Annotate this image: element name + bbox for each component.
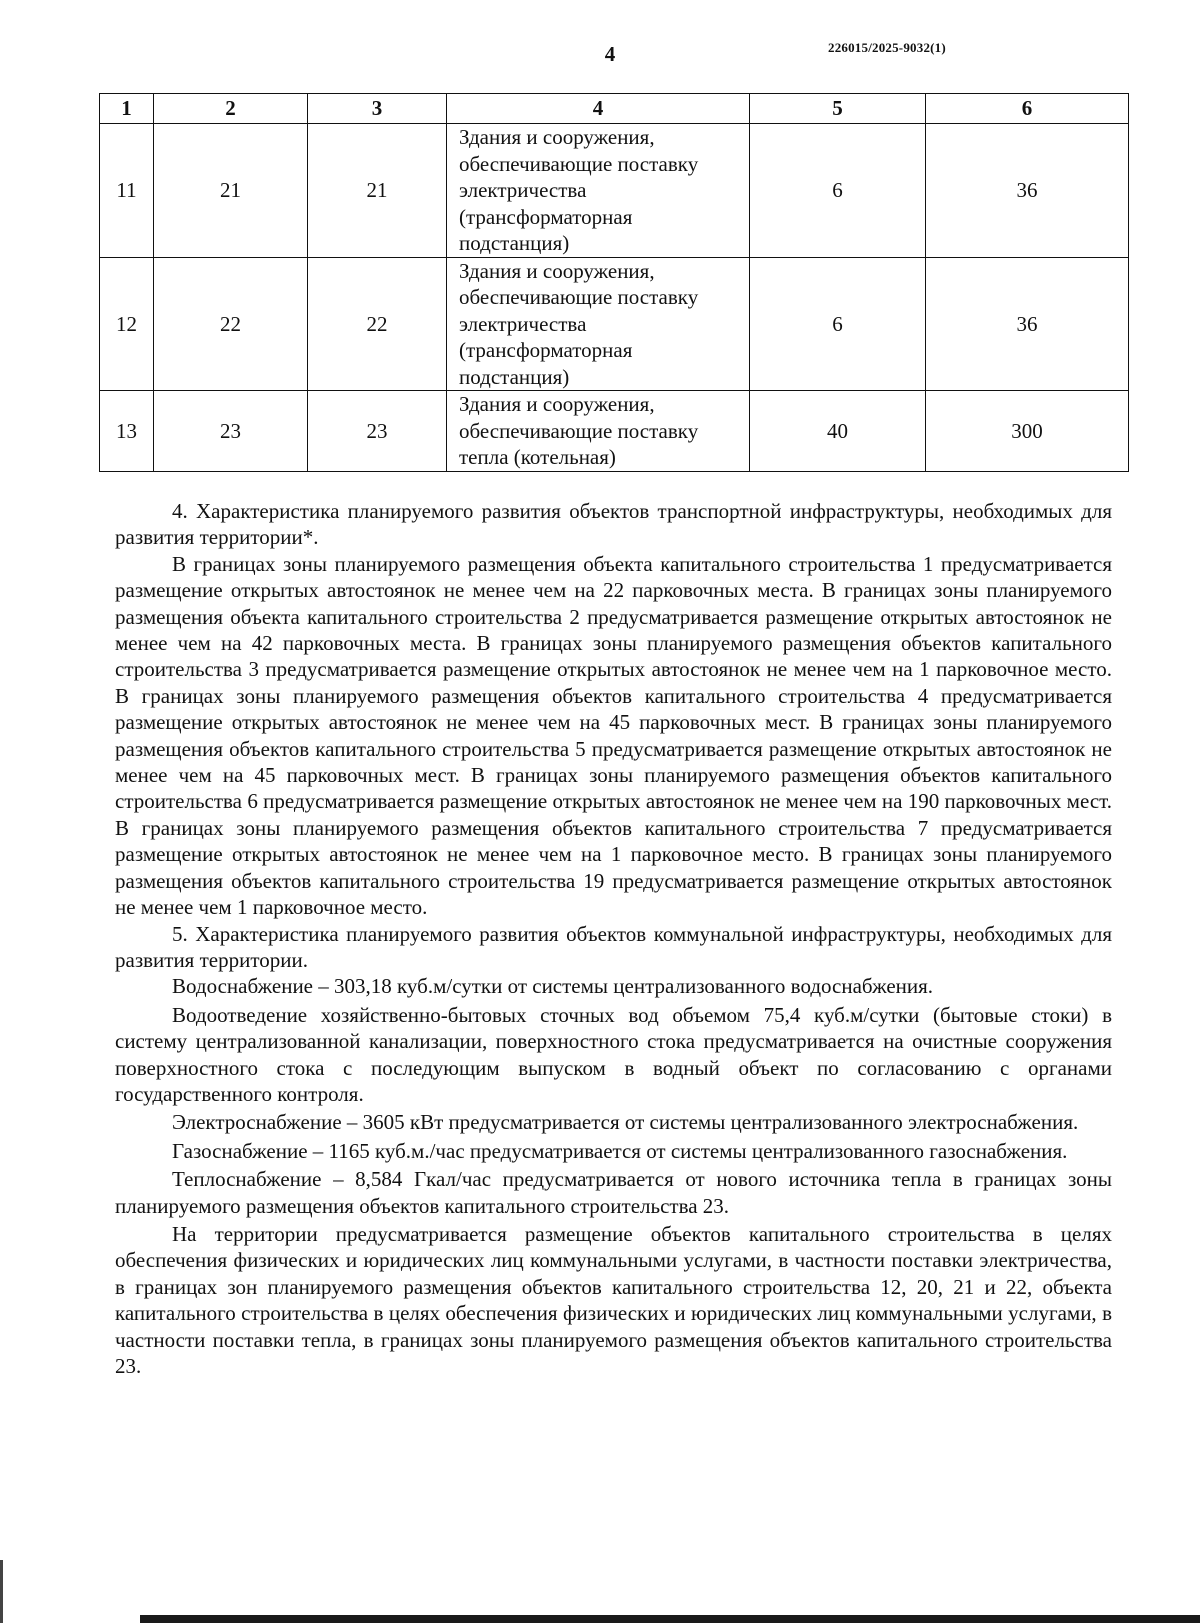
- table-cell: 12: [100, 257, 154, 391]
- table-row: [100, 124, 1129, 258]
- column-header: 3: [308, 94, 447, 124]
- document-code: 226015/2025-9032(1): [828, 40, 946, 55]
- scan-bottom-edge: [140, 1615, 1200, 1623]
- table-cell: 23: [154, 391, 308, 472]
- table-cell: 36: [926, 257, 1129, 391]
- table-row: [100, 391, 1129, 472]
- table-cell: 23: [308, 391, 447, 472]
- page-number: 4: [604, 42, 616, 66]
- section-4-parking-paragraph: В границах зоны планируемого размещения объекта капитального строительства 1 предусматривается размещение открытых автостоянок не менее чем на 22 парковочных места. В границах зоны планируемого размещения объекта капитального строительства 2 предусматривается размещение открытых автостоянок не менее чем на 42 парковочных места. В границах зоны планируемого размещения объектов капитального строительства 3 предусматривается размещение открытых автостоянок не менее чем на 1 парковочное место. В границах зоны планируемого размещения объектов капитального строительства 4 предусматривается размещение открытых автостоянок не менее чем на 45 парковочных мест. В границах зоны планируемого размещения объектов капитального строительства 5 предусматривается размещение открытых автостоянок не менее чем на 45 парковочных мест. В границах зоны планируемого размещения объектов капитального строительства 6 предусматривается размещение открытых автостоянок не менее чем на 190 парковочных мест. В границах зоны планируемого размещения объектов капитального строительства 7 предусматривается размещение открытых автостоянок не менее чем на 1 парковочное место. В границах зоны планируемого размещения объектов капитального строительства 19 предусматривается размещение открытых автостоянок не менее чем 1 парковочное место.: [115, 551, 1112, 920]
- table-cell-description: Здания и сооружения, обеспечивающие поставку электричества (трансформаторная подстанция): [447, 257, 750, 391]
- objects-table: [99, 93, 1129, 472]
- table-header-row: [100, 94, 1129, 124]
- table-cell: 300: [926, 391, 1129, 472]
- sewerage-paragraph: Водоотведение хозяйственно-бытовых сточных вод объемом 75,4 куб.м/сутки (бытовые стоки) в систему централизованной канализации, поверхностного стока предусматривается на очистные сооружения поверхностного стока с последующим выпуском в водный объект по согласованию с органами государственного контроля.: [115, 1002, 1112, 1106]
- table-cell: 21: [308, 124, 447, 258]
- table-cell: 21: [154, 124, 308, 258]
- table-cell: 22: [308, 257, 447, 391]
- table-cell: 40: [750, 391, 926, 472]
- electricity-paragraph: Электроснабжение – 3605 кВт предусматривается от системы централизованного электроснабжения.: [172, 1110, 1079, 1135]
- heat-paragraph: Теплоснабжение – 8,584 Гкал/час предусматривается от нового источника тепла в границах зоны планируемого размещения объектов капитального строительства 23.: [115, 1167, 1112, 1218]
- table-row: [100, 257, 1129, 391]
- water-supply-paragraph: Водоснабжение – 303,18 куб.м/сутки от системы централизованного водоснабжения.: [172, 974, 934, 999]
- section-4-heading: 4. Характеристика планируемого развития объектов транспортной инфраструктуры, необходимых для развития территории*.: [115, 499, 1112, 550]
- utility-placement-paragraph: На территории предусматривается размещение объектов капитального строительства в целях обеспечения физических и юридических лиц коммунальными услугами, в частности поставки электричества, в границах зон планируемого размещения объектов капитального строительства 12, 20, 21 и 22, объекта капитального строительства в целях обеспечения физических и юридических лиц коммунальными услугами, в частности поставки тепла, в границах зоны планируемого размещения объектов капитального строительства 23.: [115, 1221, 1112, 1378]
- table-cell: 6: [750, 124, 926, 258]
- column-header: 5: [750, 94, 926, 124]
- scan-edge-mark: [0, 1560, 3, 1623]
- document-body: [115, 498, 1112, 1379]
- table-cell-description: Здания и сооружения, обеспечивающие поставку тепла (котельная): [447, 391, 750, 472]
- table-cell: 13: [100, 391, 154, 472]
- table-cell: 36: [926, 124, 1129, 258]
- column-header: 6: [926, 94, 1129, 124]
- table-cell: 22: [154, 257, 308, 391]
- column-header: 1: [100, 94, 154, 124]
- column-header: 4: [447, 94, 750, 124]
- column-header: 2: [154, 94, 308, 124]
- table-cell: 6: [750, 257, 926, 391]
- table-cell: 11: [100, 124, 154, 258]
- gas-paragraph: Газоснабжение – 1165 куб.м./час предусматривается от системы централизованного газоснабжения.: [172, 1138, 1068, 1163]
- section-5-heading: 5. Характеристика планируемого развития объектов коммунальной инфраструктуры, необходимых для развития территории.: [115, 921, 1112, 972]
- table-cell-description: Здания и сооружения, обеспечивающие поставку электричества (трансформаторная подстанция): [447, 124, 750, 258]
